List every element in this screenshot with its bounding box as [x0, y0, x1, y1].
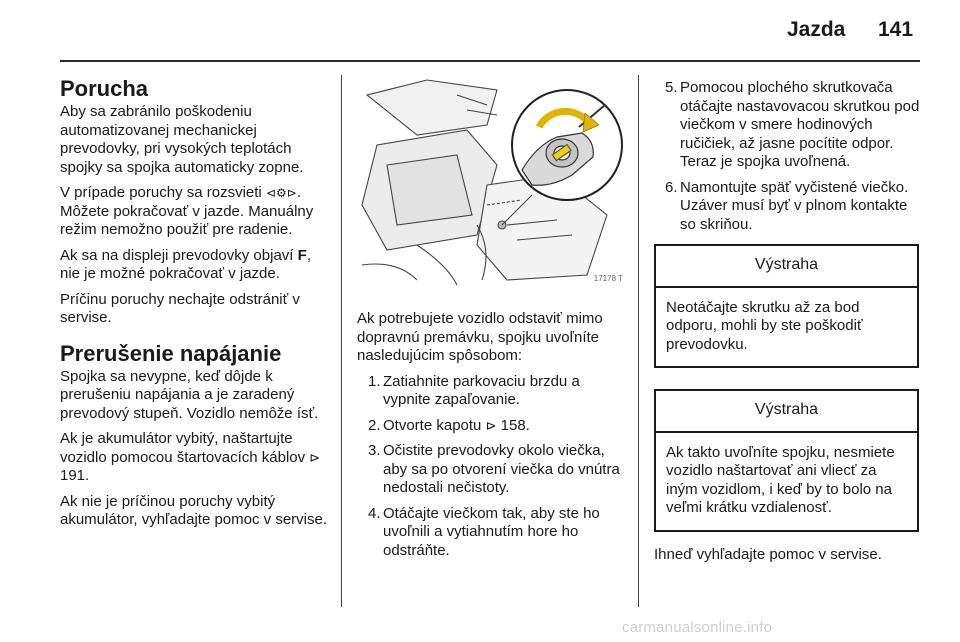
paragraph: V prípade poruchy sa rozsvieti ⊲⚙⊳. Môžete pokračovať v jazde. Manuálny režim nemožno použiť pre radenie.	[60, 184, 314, 238]
heading-fault: Porucha	[60, 76, 149, 101]
page-header	[0, 0, 960, 56]
paragraph: Aby sa zabránilo poškodeniu automatizovanej mechanickej prevodovky, pri vysokých teplotách spojky sa spojka automaticky zopne.	[60, 103, 304, 176]
warning-title: Výstraha	[656, 246, 917, 288]
display-letter: F	[297, 246, 307, 264]
header-divider	[60, 60, 920, 62]
list-item: 6. Namontujte späť vyčistené viečko. Uzáver musí byť v plnom kontakte so skriňou.	[665, 178, 909, 233]
paragraph: Ak potrebujete vozidlo odstaviť mimo dopravnú premávku, spojku uvoľníte nasledujúcim spôsobom:	[357, 310, 603, 364]
figure-code: 17178 T	[593, 273, 623, 283]
paragraph: Ak sa na displeji prevodovky objaví F, nie je možné pokračovať v jazde.	[60, 246, 311, 282]
engine-bay-illustration	[357, 75, 625, 290]
column-3	[654, 75, 922, 571]
warning-title: Výstraha	[656, 391, 917, 433]
list-item: 2. Otvorte kapotu ⊳ 158.	[368, 416, 530, 434]
page-number: 141	[878, 18, 914, 41]
procedure-list-continued	[654, 79, 922, 234]
column-divider-2	[638, 75, 639, 607]
transmission-cap-diagram	[357, 75, 625, 290]
page-reference-icon: ⊳	[485, 417, 497, 433]
paragraph: Ihneď vyhľadajte pomoc v servise.	[654, 545, 882, 563]
warning-text: Ak takto uvoľníte spojku, nesmiete vozidlo naštartovať ani vliecť za iným vozidlom, i keď by to bolo na veľmi krátku vzdialenosť.	[666, 443, 895, 516]
column-1	[60, 75, 332, 537]
list-item: 1. Zatiahnite parkovaciu brzdu a vypnite zapaľovanie.	[368, 372, 580, 408]
warning-box	[654, 389, 919, 532]
page-reference[interactable]: 158.	[500, 416, 530, 434]
column-divider-1	[341, 75, 342, 607]
section-title: Jazda	[787, 18, 846, 41]
warning-text: Neotáčajte skrutku až za bod odporu, mohli by ste poškodiť prevodovku.	[666, 298, 863, 353]
warning-box	[654, 244, 919, 368]
paragraph: Ak nie je príčinou poruchy vybitý akumulátor, vyhľadajte pomoc v servise.	[60, 492, 327, 528]
paragraph: Ak je akumulátor vybitý, naštartujte vozidlo pomocou štartovacích káblov ⊳ 191.	[60, 430, 321, 484]
page-reference-icon: ⊳	[309, 449, 321, 465]
list-item: 4. Otáčajte viečkom tak, aby ste ho uvoľnili a vytiahnutím hore ho odstráňte.	[368, 504, 600, 559]
column-2	[357, 75, 629, 567]
page-reference[interactable]: 191.	[60, 467, 90, 484]
list-item: 3. Očistite prevodovky okolo viečka, aby sa po otvorení viečka do vnútra nedostali nečistoty.	[368, 442, 620, 496]
list-item: 5. Pomocou plochého skrutkovača otáčajte nastavovacou skrutkou pod viečkom v smere hodinových ručičiek, až jasne pocítite odpor. Teraz je spojka uvoľnená.	[665, 79, 920, 170]
watermark: carmanualsonline.info	[622, 619, 773, 636]
heading-power-interruption: Prerušenie napájanie	[60, 340, 282, 366]
paragraph: Spojka sa nevypne, keď dôjde k prerušeniu napájania a je zaradený prevodový stupeň. Vozidlo nemôže ísť.	[60, 367, 319, 422]
transmission-fault-icon: ⊲⚙⊳	[265, 186, 297, 200]
paragraph: Príčinu poruchy nechajte odstrániť v servise.	[60, 290, 300, 326]
procedure-list	[357, 373, 629, 561]
